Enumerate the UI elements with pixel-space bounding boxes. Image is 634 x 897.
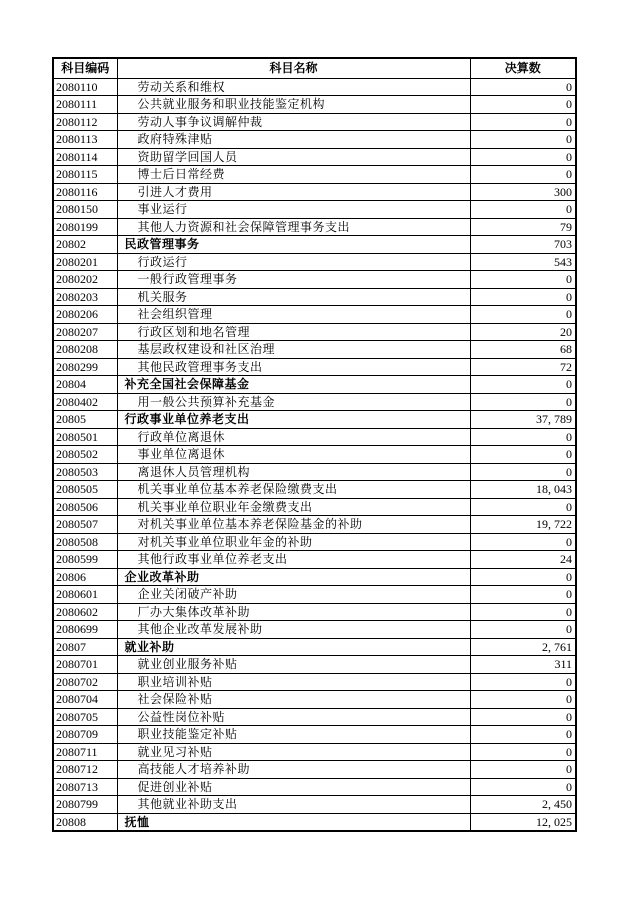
subject-name-cell: 公共就业服务和职业技能鉴定机构 <box>117 96 470 114</box>
subject-code-cell: 2080501 <box>53 428 117 446</box>
subject-name-cell: 用一般公共预算补充基金 <box>117 393 470 411</box>
subject-code-cell: 20802 <box>53 236 117 254</box>
final-amount-cell: 0 <box>470 201 576 219</box>
subject-code-cell: 2080702 <box>53 673 117 691</box>
subject-name-cell: 机关事业单位基本养老保险缴费支出 <box>117 481 470 499</box>
subject-code-cell: 2080599 <box>53 551 117 569</box>
subject-code-cell: 2080402 <box>53 393 117 411</box>
header-final-amount: 决算数 <box>470 58 576 78</box>
subject-code-cell: 2080508 <box>53 533 117 551</box>
table-row <box>53 428 576 446</box>
subject-name-cell: 基层政权建设和社区治理 <box>117 341 470 359</box>
subject-name-cell: 厂办大集体改革补助 <box>117 603 470 621</box>
subject-code-cell: 2080701 <box>53 656 117 674</box>
final-amount-cell: 0 <box>470 603 576 621</box>
table-row <box>53 271 576 289</box>
table-row <box>53 638 576 656</box>
subject-code-cell: 2080506 <box>53 498 117 516</box>
subject-code-cell: 20807 <box>53 638 117 656</box>
subject-code-cell: 2080711 <box>53 743 117 761</box>
subject-code-cell: 2080113 <box>53 131 117 149</box>
subject-code-cell: 20804 <box>53 376 117 394</box>
final-amount-cell: 0 <box>470 533 576 551</box>
subject-name-cell: 博士后日常经费 <box>117 166 470 184</box>
table-row <box>53 463 576 481</box>
subject-code-cell: 2080207 <box>53 323 117 341</box>
final-amount-cell: 0 <box>470 673 576 691</box>
final-amount-cell: 37, 789 <box>470 411 576 429</box>
subject-name-cell: 行政运行 <box>117 253 470 271</box>
final-amount-cell: 2, 450 <box>470 796 576 814</box>
table-row <box>53 778 576 796</box>
table-row <box>53 148 576 166</box>
table-body <box>53 78 576 831</box>
budget-accounts-table <box>52 57 577 832</box>
subject-code-cell: 2080602 <box>53 603 117 621</box>
subject-name-cell: 企业改革补助 <box>117 568 470 586</box>
subject-name-cell: 其他行政事业单位养老支出 <box>117 551 470 569</box>
subject-code-cell: 2080114 <box>53 148 117 166</box>
final-amount-cell: 0 <box>470 428 576 446</box>
subject-name-cell: 就业补助 <box>117 638 470 656</box>
subject-name-cell: 政府特殊津贴 <box>117 131 470 149</box>
subject-code-cell: 2080601 <box>53 586 117 604</box>
table-row <box>53 166 576 184</box>
subject-name-cell: 其他民政管理事务支出 <box>117 358 470 376</box>
subject-code-cell: 2080116 <box>53 183 117 201</box>
table-row <box>53 726 576 744</box>
table-row <box>53 533 576 551</box>
subject-code-cell: 2080150 <box>53 201 117 219</box>
subject-code-cell: 2080705 <box>53 708 117 726</box>
table-row <box>53 603 576 621</box>
final-amount-cell: 0 <box>470 778 576 796</box>
subject-name-cell: 就业见习补贴 <box>117 743 470 761</box>
table-row <box>53 673 576 691</box>
table-row <box>53 183 576 201</box>
table-row <box>53 78 576 96</box>
subject-name-cell: 高技能人才培养补助 <box>117 761 470 779</box>
table-row <box>53 743 576 761</box>
final-amount-cell: 20 <box>470 323 576 341</box>
final-amount-cell: 0 <box>470 271 576 289</box>
subject-name-cell: 一般行政管理事务 <box>117 271 470 289</box>
subject-name-cell: 对机关事业单位职业年金的补助 <box>117 533 470 551</box>
final-amount-cell: 0 <box>470 621 576 639</box>
subject-code-cell: 2080505 <box>53 481 117 499</box>
subject-name-cell: 机关事业单位职业年金缴费支出 <box>117 498 470 516</box>
table-row <box>53 131 576 149</box>
subject-code-cell: 2080507 <box>53 516 117 534</box>
subject-code-cell: 20806 <box>53 568 117 586</box>
final-amount-cell: 18, 043 <box>470 481 576 499</box>
table-row <box>53 498 576 516</box>
subject-name-cell: 事业单位离退休 <box>117 446 470 464</box>
table-row <box>53 551 576 569</box>
subject-code-cell: 2080502 <box>53 446 117 464</box>
header-subject-code: 科目编码 <box>53 58 117 78</box>
final-amount-cell: 68 <box>470 341 576 359</box>
final-amount-cell: 0 <box>470 113 576 131</box>
table-row <box>53 306 576 324</box>
subject-code-cell: 2080115 <box>53 166 117 184</box>
subject-code-cell: 2080299 <box>53 358 117 376</box>
subject-code-cell: 2080206 <box>53 306 117 324</box>
subject-code-cell: 2080201 <box>53 253 117 271</box>
table-row <box>53 96 576 114</box>
subject-code-cell: 2080503 <box>53 463 117 481</box>
subject-code-cell: 2080699 <box>53 621 117 639</box>
subject-code-cell: 2080799 <box>53 796 117 814</box>
subject-code-cell: 2080712 <box>53 761 117 779</box>
subject-name-cell: 事业运行 <box>117 201 470 219</box>
subject-code-cell: 2080112 <box>53 113 117 131</box>
final-amount-cell: 0 <box>470 446 576 464</box>
table-row <box>53 341 576 359</box>
final-amount-cell: 0 <box>470 498 576 516</box>
final-amount-cell: 311 <box>470 656 576 674</box>
table-row <box>53 253 576 271</box>
table-header <box>53 58 576 78</box>
subject-name-cell: 其他就业补助支出 <box>117 796 470 814</box>
subject-name-cell: 劳动人事争议调解仲裁 <box>117 113 470 131</box>
subject-name-cell: 民政管理事务 <box>117 236 470 254</box>
subject-name-cell: 行政区划和地名管理 <box>117 323 470 341</box>
subject-code-cell: 2080713 <box>53 778 117 796</box>
subject-name-cell: 离退休人员管理机构 <box>117 463 470 481</box>
table-row <box>53 113 576 131</box>
final-amount-cell: 0 <box>470 306 576 324</box>
subject-name-cell: 对机关事业单位基本养老保险基金的补助 <box>117 516 470 534</box>
subject-name-cell: 抚恤 <box>117 813 470 831</box>
subject-name-cell: 职业技能鉴定补贴 <box>117 726 470 744</box>
subject-code-cell: 2080202 <box>53 271 117 289</box>
subject-code-cell: 20808 <box>53 813 117 831</box>
table-row <box>53 621 576 639</box>
table-row <box>53 288 576 306</box>
table-row <box>53 568 576 586</box>
subject-code-cell: 2080203 <box>53 288 117 306</box>
final-amount-cell: 19, 722 <box>470 516 576 534</box>
subject-name-cell: 促进创业补贴 <box>117 778 470 796</box>
final-amount-cell: 0 <box>470 691 576 709</box>
table-row <box>53 236 576 254</box>
subject-code-cell: 2080111 <box>53 96 117 114</box>
table-row <box>53 358 576 376</box>
final-amount-cell: 0 <box>470 376 576 394</box>
subject-name-cell: 社会组织管理 <box>117 306 470 324</box>
final-amount-cell: 0 <box>470 393 576 411</box>
subject-name-cell: 行政单位离退休 <box>117 428 470 446</box>
final-amount-cell: 543 <box>470 253 576 271</box>
final-amount-cell: 79 <box>470 218 576 236</box>
final-amount-cell: 2, 761 <box>470 638 576 656</box>
subject-name-cell: 行政事业单位养老支出 <box>117 411 470 429</box>
final-amount-cell: 0 <box>470 726 576 744</box>
subject-code-cell: 2080704 <box>53 691 117 709</box>
final-amount-cell: 0 <box>470 463 576 481</box>
header-row <box>53 58 576 78</box>
table-row <box>53 708 576 726</box>
subject-name-cell: 补充全国社会保障基金 <box>117 376 470 394</box>
table-row <box>53 761 576 779</box>
final-amount-cell: 300 <box>470 183 576 201</box>
final-amount-cell: 72 <box>470 358 576 376</box>
table-row <box>53 586 576 604</box>
table-row <box>53 691 576 709</box>
table-row <box>53 411 576 429</box>
table-row <box>53 516 576 534</box>
table-row <box>53 656 576 674</box>
subject-code-cell: 20805 <box>53 411 117 429</box>
table-row <box>53 393 576 411</box>
subject-name-cell: 职业培训补贴 <box>117 673 470 691</box>
subject-name-cell: 社会保险补贴 <box>117 691 470 709</box>
table-row <box>53 218 576 236</box>
table-row <box>53 796 576 814</box>
final-amount-cell: 0 <box>470 288 576 306</box>
table-row <box>53 481 576 499</box>
table-row <box>53 446 576 464</box>
subject-code-cell: 2080208 <box>53 341 117 359</box>
final-amount-cell: 0 <box>470 586 576 604</box>
final-amount-cell: 0 <box>470 568 576 586</box>
table-row <box>53 201 576 219</box>
subject-code-cell: 2080199 <box>53 218 117 236</box>
final-amount-cell: 0 <box>470 761 576 779</box>
header-subject-name: 科目名称 <box>117 58 470 78</box>
final-amount-cell: 0 <box>470 78 576 96</box>
final-amount-cell: 0 <box>470 131 576 149</box>
subject-name-cell: 就业创业服务补贴 <box>117 656 470 674</box>
final-amount-cell: 0 <box>470 148 576 166</box>
subject-name-cell: 其他企业改革发展补助 <box>117 621 470 639</box>
final-amount-cell: 0 <box>470 166 576 184</box>
final-amount-cell: 0 <box>470 708 576 726</box>
subject-name-cell: 引进人才费用 <box>117 183 470 201</box>
subject-name-cell: 其他人力资源和社会保障管理事务支出 <box>117 218 470 236</box>
subject-code-cell: 2080709 <box>53 726 117 744</box>
subject-name-cell: 机关服务 <box>117 288 470 306</box>
subject-name-cell: 劳动关系和维权 <box>117 78 470 96</box>
table-row <box>53 813 576 831</box>
subject-name-cell: 公益性岗位补贴 <box>117 708 470 726</box>
table-row <box>53 376 576 394</box>
subject-name-cell: 资助留学回国人员 <box>117 148 470 166</box>
final-amount-cell: 0 <box>470 96 576 114</box>
final-amount-cell: 703 <box>470 236 576 254</box>
final-amount-cell: 24 <box>470 551 576 569</box>
subject-name-cell: 企业关闭破产补助 <box>117 586 470 604</box>
subject-code-cell: 2080110 <box>53 78 117 96</box>
final-amount-cell: 0 <box>470 743 576 761</box>
final-amount-cell: 12, 025 <box>470 813 576 831</box>
table-row <box>53 323 576 341</box>
